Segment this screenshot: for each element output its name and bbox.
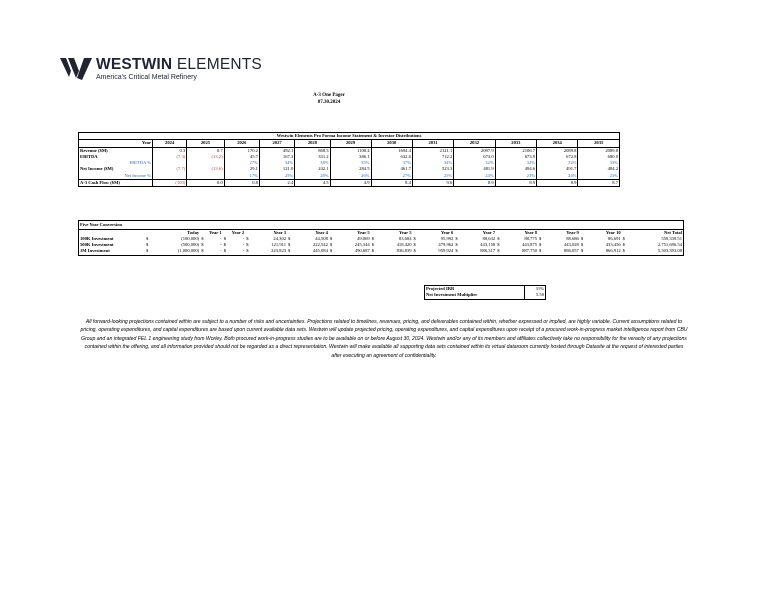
value-cell: 28% — [295, 173, 330, 180]
value-cell: 868.3 — [295, 147, 330, 154]
column-header: Year 9 — [566, 229, 579, 235]
currency-symbol: $ — [371, 242, 374, 248]
currency-symbol: $ — [223, 242, 226, 248]
value-cell: 418,420 — [396, 242, 412, 248]
value-cell — [153, 173, 187, 180]
title-date: 07.30.2024 — [317, 100, 341, 105]
currency-symbol: $ — [622, 242, 625, 248]
pro-forma-row — [79, 180, 620, 187]
value-cell: 886,057 — [563, 248, 579, 254]
value-cell: 284.5 — [330, 166, 371, 172]
value-cell: 680.0 — [578, 154, 620, 160]
currency-symbol: $ — [539, 242, 542, 248]
year-cell: 2033 — [495, 140, 536, 147]
value-cell: 443,028 — [563, 242, 579, 248]
value-cell: - — [242, 248, 245, 254]
value-cell: 1108.4 — [330, 147, 371, 154]
value-cell: 95,992 — [440, 235, 454, 241]
title-line-1: A-3 One Pager — [313, 93, 345, 98]
currency-symbol: $ — [413, 235, 416, 241]
value-cell: 866,912 — [605, 248, 621, 254]
value-cell: 632.6 — [371, 154, 412, 160]
investment-label: 500K Investment — [80, 242, 114, 248]
value-cell: - — [220, 242, 222, 248]
value-cell: 0.7 — [187, 147, 224, 154]
document-title — [0, 92, 658, 106]
column-header: Year 4 — [315, 229, 328, 235]
brand-name: WESTWIN ELEMENTS — [96, 56, 262, 73]
column-header: Year 5 — [357, 229, 370, 235]
currency-symbol: $ — [201, 242, 204, 248]
year-label: Year — [79, 140, 153, 147]
brand-tagline: America's Critical Metal Refinery — [96, 74, 197, 81]
column-header: Year 3 — [273, 229, 287, 235]
value-cell: 4.9 — [330, 180, 371, 187]
value-cell: (500,000) — [181, 242, 200, 248]
value-cell: (1,000,000) — [177, 248, 200, 254]
value-cell: 2089.8 — [578, 147, 620, 154]
currency-symbol: $ — [371, 248, 374, 254]
value-cell: 673.0 — [454, 154, 495, 160]
value-cell: 712.2 — [412, 154, 453, 160]
currency-symbol: $ — [497, 235, 500, 241]
value-cell: 23% — [495, 173, 536, 180]
value-cell: 8.9 — [537, 180, 578, 187]
value-cell: 2089.8 — [537, 147, 578, 154]
column-header: Year 6 — [440, 229, 454, 235]
value-cell: 5,503,393.08 — [657, 248, 682, 254]
value-cell: 490,687 — [354, 248, 370, 254]
currency-symbol: $ — [288, 248, 291, 254]
currency-symbol: $ — [622, 248, 625, 254]
column-header: Year 5 — [398, 229, 412, 235]
value-cell: 45.7 — [224, 154, 259, 160]
value-cell: 836,839 — [396, 248, 412, 254]
value-cell: 2097.9 — [454, 147, 495, 154]
value-cell: 8.9 — [454, 180, 495, 187]
value-cell: 243,823 — [271, 248, 287, 254]
pro-forma-title-row — [79, 133, 620, 140]
column-header: Year 7 — [482, 229, 496, 235]
currency-symbol: $ — [146, 235, 149, 241]
value-cell: 484.2 — [578, 166, 620, 172]
currency-symbol: $ — [223, 235, 226, 241]
returns-value: 31% — [524, 286, 545, 293]
value-cell: 121,911 — [271, 242, 287, 248]
value-cell: 49,069 — [357, 235, 370, 241]
returns-value: 5.50 — [524, 292, 545, 299]
value-cell: 0.8 — [224, 180, 259, 187]
value-cell: 443,875 — [522, 242, 538, 248]
value-cell: 86,691 — [608, 235, 621, 241]
value-cell: 1694.4 — [371, 147, 412, 154]
row-label: A-3 Cash Flow ($M) — [79, 180, 153, 187]
row-label: Revenue ($M) — [80, 147, 108, 153]
westwin-logo-icon — [60, 58, 92, 80]
value-cell: 24,302 — [273, 235, 287, 241]
value-cell: 170.2 — [224, 147, 259, 154]
currency-symbol: $ — [288, 235, 291, 241]
year-cell: 2030 — [371, 140, 412, 147]
currency-symbol: $ — [497, 248, 500, 254]
row-label: EBITDA — [80, 153, 98, 159]
currency-symbol: $ — [223, 248, 226, 254]
value-cell: (100,000) — [181, 235, 200, 241]
column-header: Year 2 — [231, 229, 245, 235]
value-cell: 167.3 — [259, 154, 294, 160]
value-cell: 479,962 — [438, 242, 454, 248]
returns-label: Projected IRR — [426, 286, 455, 291]
value-cell: 242.1 — [295, 166, 330, 172]
value-cell: 0.3 — [153, 147, 187, 154]
value-cell: 88,632 — [482, 235, 496, 241]
value-cell: 32% — [495, 160, 536, 166]
column-header: Year 8 — [524, 229, 538, 235]
value-cell: - — [242, 235, 245, 241]
pro-forma-title: Westwin Elements Pro Forma Income Statement & Investor Distributions — [79, 133, 620, 140]
value-cell: 25% — [259, 173, 294, 180]
value-cell: 2,751,696.54 — [657, 242, 682, 248]
value-cell: (100) — [153, 180, 187, 187]
year-cell: 2027 — [259, 140, 294, 147]
value-cell: 32% — [537, 160, 578, 166]
currency-symbol: $ — [539, 248, 542, 254]
value-cell: 27% — [224, 160, 259, 166]
value-cell: 8.4 — [371, 180, 412, 187]
column-header: Year 1 — [209, 229, 222, 235]
value-cell: 121.0 — [259, 166, 294, 172]
value-cell: 88,686 — [566, 235, 579, 241]
value-cell: 331.2 — [295, 154, 330, 160]
five-year-title-row — [79, 221, 684, 230]
value-cell: 8.7 — [578, 180, 620, 187]
currency-symbol: $ — [413, 248, 416, 254]
five-year-title: Five Year Conversion — [79, 221, 684, 230]
value-cell: 491.7 — [537, 166, 578, 172]
year-cell: 2026 — [224, 140, 259, 147]
currency-symbol: $ — [455, 235, 458, 241]
five-year-conversion-table — [78, 220, 684, 256]
value-cell: 88,775 — [524, 235, 538, 241]
pro-forma-table — [78, 132, 620, 187]
currency-symbol: $ — [413, 242, 416, 248]
disclaimer-text: All forward-looking projections contained within are subject to a number of risks and uncertainties. Projections related to timelines, revenues, pricing, and deliverables contained within, whether expressed or implied, are highly variable. Current assumptions related to pricing, operating expenditures, and capital expenditures are based upon current available data sets. Westwin will update projected pricing, operating expenditures, and capital expenditures upon receipt of a procured work-in-progress market intelligence report from CBU Group and an integrated FEL 1 engineering study from Worley. Both procured work-in-progress studies are to be available on or before August 30, 2024. Westwin and/or any of its members and affiliates collectively take no responsibility for the veracity of any projections contained within the offering, and all information provided should not be regarded as a direct representation. Westwin will make available all supporting data sets contained within its virtual dataroom currently hosted through Datasite at the request of interested parties after executing an agreement of confidentiality. — [80, 319, 688, 359]
value-cell: 23% — [578, 173, 620, 180]
value-cell: 481.9 — [454, 166, 495, 172]
value-cell: 35% — [330, 160, 371, 166]
currency-symbol: $ — [455, 248, 458, 254]
currency-symbol: $ — [622, 235, 625, 241]
row-label: EBITDA % — [129, 160, 151, 166]
currency-symbol: $ — [246, 248, 249, 254]
currency-symbol: $ — [455, 242, 458, 248]
value-cell: 34% — [412, 160, 453, 166]
column-header: Today — [187, 229, 200, 235]
currency-symbol: $ — [288, 242, 291, 248]
value-cell: 673.9 — [495, 154, 536, 160]
investment-label: 100K Investment — [80, 235, 114, 241]
currency-symbol: $ — [329, 248, 333, 254]
value-cell: 9.6 — [412, 180, 453, 187]
currency-symbol: $ — [497, 242, 500, 248]
value-cell: 83,684 — [398, 235, 412, 241]
value-cell: 433,456 — [605, 242, 621, 248]
currency-symbol: $ — [201, 235, 204, 241]
column-header: Net Total — [664, 229, 682, 235]
value-cell: 550,339.51 — [661, 235, 682, 241]
currency-symbol: $ — [371, 235, 374, 241]
value-cell: 222,542 — [312, 242, 328, 248]
value-cell: 492.1 — [259, 147, 294, 154]
value-cell: (7.3) — [153, 154, 187, 160]
investment-row — [79, 248, 684, 255]
year-cell: 2031 — [412, 140, 453, 147]
returns-summary-table — [424, 285, 546, 300]
value-cell: 386.1 — [330, 154, 371, 160]
value-cell: 959,924 — [438, 248, 454, 254]
value-cell: 24% — [537, 173, 578, 180]
value-cell: 17% — [224, 173, 259, 180]
currency-symbol: $ — [146, 248, 149, 254]
currency-symbol: $ — [201, 248, 204, 254]
value-cell: 245,344 — [354, 242, 370, 248]
year-cell: 2028 — [295, 140, 330, 147]
year-cell: 2029 — [330, 140, 371, 147]
value-cell: 44,508 — [315, 235, 328, 241]
currency-symbol: $ — [246, 235, 249, 241]
value-cell: 886,317 — [480, 248, 496, 254]
value-cell: 2121.1 — [412, 147, 453, 154]
row-label: Net Income ($M) — [80, 166, 114, 172]
value-cell: (13.2) — [187, 154, 224, 160]
value-cell: 0.0 — [187, 180, 224, 187]
value-cell: 26% — [330, 173, 371, 180]
year-cell: 2024 — [153, 140, 187, 147]
value-cell: 4.5 — [295, 180, 330, 187]
column-header: Year 10 — [605, 229, 621, 235]
value-cell: 24% — [454, 173, 495, 180]
value-cell: 672.8 — [537, 154, 578, 160]
pro-forma-row — [79, 173, 620, 180]
value-cell: - — [220, 235, 222, 241]
value-cell: 445,084 — [312, 248, 328, 254]
currency-symbol: $ — [580, 235, 584, 241]
value-cell: 34% — [259, 160, 294, 166]
value-cell: 494.6 — [495, 166, 536, 172]
value-cell: 29.1 — [224, 166, 259, 172]
investment-label: 1M Investment — [80, 248, 110, 254]
value-cell: (7.7) — [153, 166, 187, 172]
value-cell: 2.4 — [259, 180, 294, 187]
value-cell: 37% — [371, 160, 412, 166]
returns-row — [425, 286, 546, 293]
value-cell: 2106.7 — [495, 147, 536, 154]
returns-row — [425, 292, 546, 299]
year-cell: 2025 — [187, 140, 224, 147]
value-cell: 25% — [412, 173, 453, 180]
year-cell: 2035 — [578, 140, 620, 147]
year-cell: 2034 — [537, 140, 578, 147]
value-cell: 32% — [454, 160, 495, 166]
year-cell: 2032 — [454, 140, 495, 147]
currency-symbol: $ — [329, 242, 333, 248]
currency-symbol: $ — [539, 235, 542, 241]
returns-label: Net Investment Multiplier — [426, 292, 478, 298]
value-cell: 523.3 — [412, 166, 453, 172]
value-cell: 443,158 — [480, 242, 496, 248]
currency-symbol: $ — [146, 242, 149, 248]
value-cell: - — [242, 242, 245, 248]
year-header-row — [79, 140, 620, 147]
currency-symbol: $ — [329, 235, 333, 241]
pro-forma-row — [79, 147, 620, 154]
value-cell: 8.9 — [495, 180, 536, 187]
currency-symbol: $ — [580, 248, 584, 254]
currency-symbol: $ — [580, 242, 584, 248]
value-cell: 461.7 — [371, 166, 412, 172]
currency-symbol: $ — [246, 242, 249, 248]
value-cell: (13.6) — [187, 166, 224, 172]
value-cell: - — [220, 248, 222, 254]
value-cell — [187, 173, 224, 180]
value-cell: 38% — [295, 160, 330, 166]
value-cell: 887,750 — [522, 248, 538, 254]
row-label: Net Income % — [124, 172, 151, 178]
value-cell: 27% — [371, 173, 412, 180]
value-cell: 33% — [578, 160, 620, 166]
